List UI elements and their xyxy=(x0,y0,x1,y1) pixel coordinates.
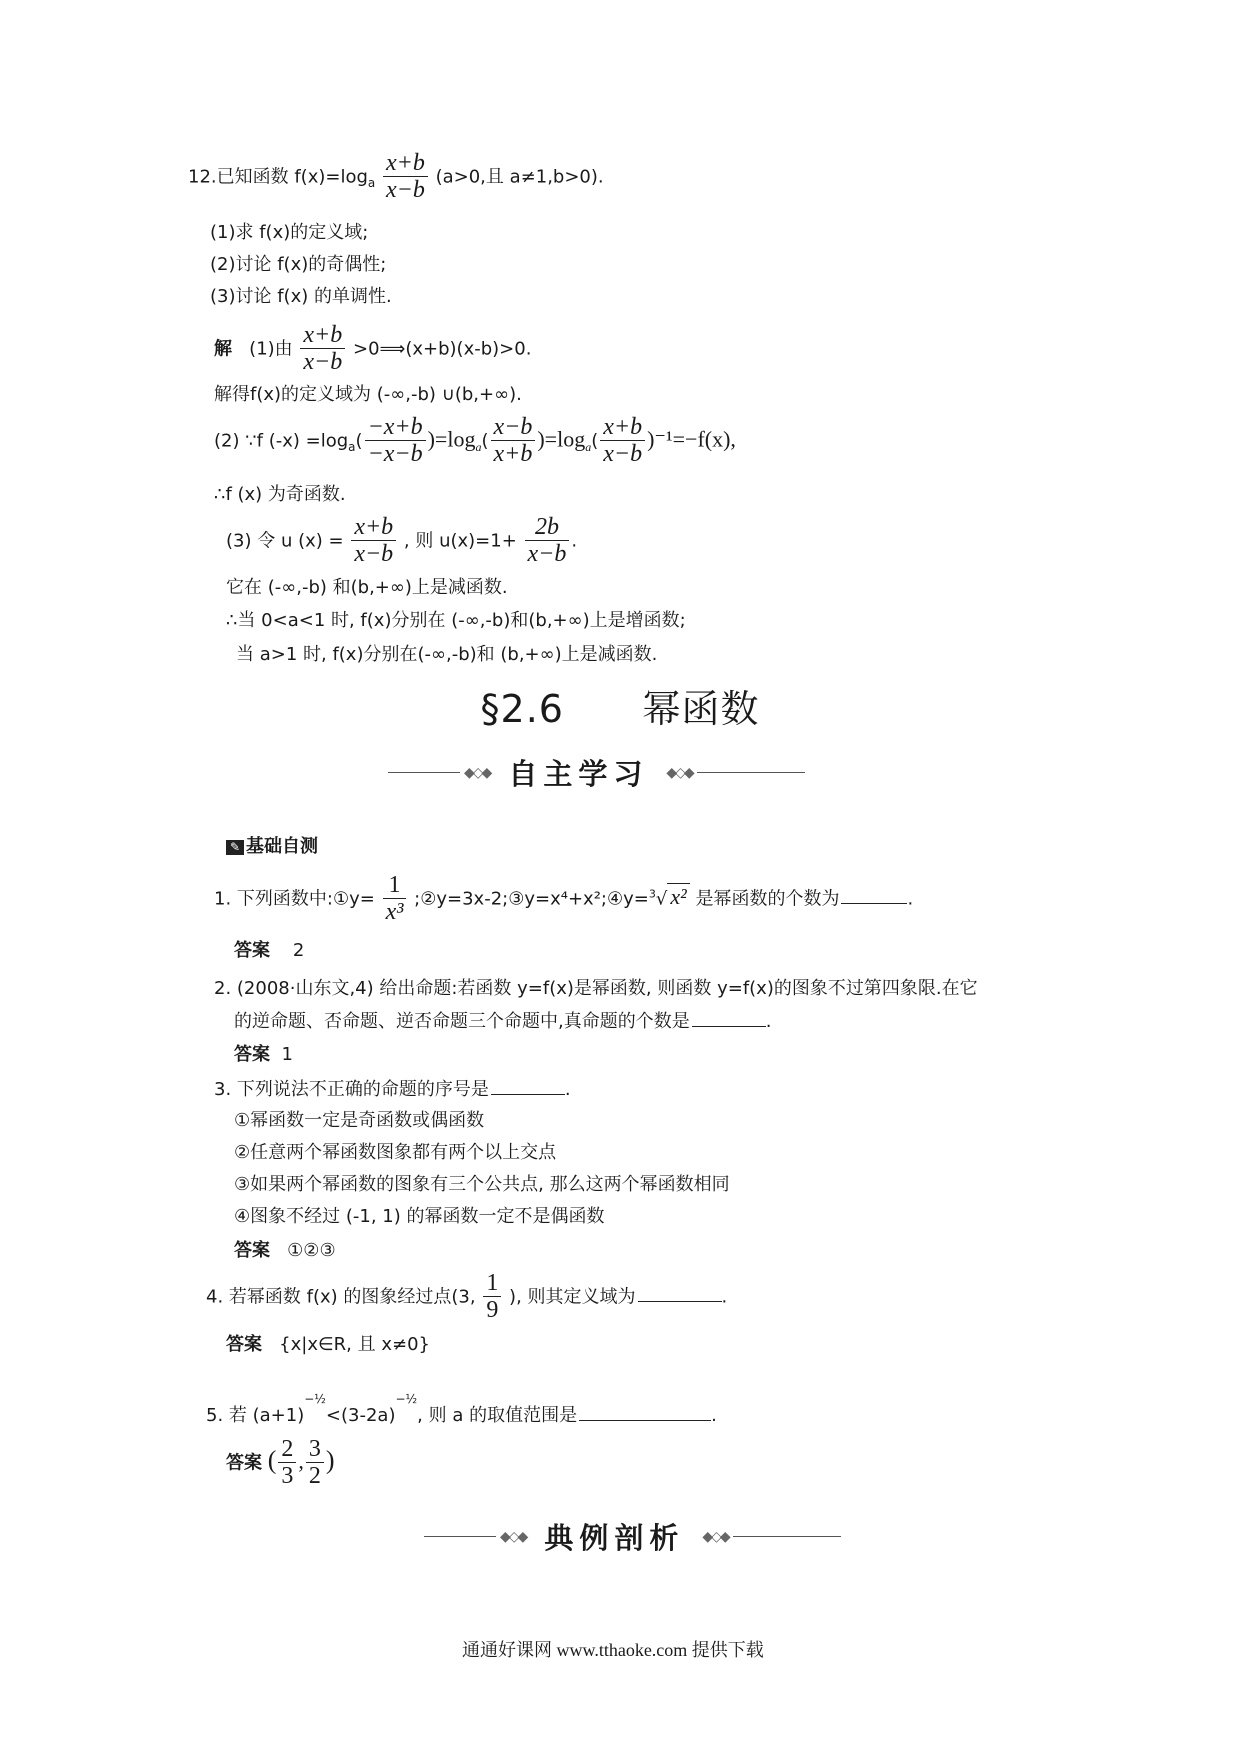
banner-rule-left xyxy=(424,1536,496,1538)
i5-exponent-1: −½ xyxy=(304,1392,326,1406)
i3-option-4: ④图象不经过 (-1, 1) 的幂函数一定不是偶函数 xyxy=(234,1206,605,1227)
i5-exponent-2: −½ xyxy=(395,1392,418,1406)
ornament-icon: ◆◇◆ xyxy=(464,764,491,781)
q12-solution-2: (2) ∵f $(-x) =\log_a$( $\frac{-x+b}{-x-b}$ )$=\log_a$( $\frac{x-b}{x+b}$ )$=\log_a$( $\frac{x+b}{x-b}$ )⁻¹=−f(x), xyxy=(214,414,736,468)
page-footer: 通通好课网 www.tthaoke.com 提供下载 xyxy=(462,1640,764,1660)
q12-condition: (a>0,且 a≠1,b>0). xyxy=(435,166,604,188)
solution-label: 解 xyxy=(214,338,232,360)
i4-text-2: ), 则其定义域为 xyxy=(509,1286,636,1308)
item-2-line1: 2. (2008·山东文,4) 给出命题:若函数 y=f(x)是幂函数, 则函数 y=f(x)的图象不过第四象限.在它 xyxy=(214,978,978,999)
item-1: 1. 下列函数中:①y= $\frac{1}{\text{x³}}$ ;②y=3x-2;③y=x⁴+x²;④y=$^3$√ x² 是幂函数的个数为 . xyxy=(214,872,914,926)
q12-frac-num: x+b xyxy=(386,150,425,176)
s2-mid: )=log xyxy=(427,426,476,452)
item-3 xyxy=(214,1078,571,1101)
s3-line2: 它在 (-∞,-b) 和(b,+∞)上是减函数. xyxy=(226,577,508,598)
answer-value: ①②③ xyxy=(287,1240,336,1261)
banner-rule-right xyxy=(733,1536,841,1538)
s3-fraction-1 xyxy=(351,514,396,569)
answer-blank xyxy=(579,1404,711,1421)
ornament-icon: ◆◇◆ xyxy=(500,1528,527,1545)
s2-fraction-2 xyxy=(491,414,536,469)
s2-f2-num: x−b xyxy=(493,414,533,440)
i2-answer xyxy=(234,1044,293,1066)
answer-blank xyxy=(638,1285,722,1302)
s2-f3-num: x+b xyxy=(603,414,643,440)
s2-mid2: )=log xyxy=(537,426,586,452)
pencil-icon: ✎ xyxy=(226,840,244,855)
i3-option-3: ③如果两个幂函数的图象有三个公共点, 那么这两个幂函数相同 xyxy=(234,1174,730,1195)
banner-rule-right xyxy=(697,772,805,774)
banner-examples xyxy=(424,1516,841,1557)
i1-end: . xyxy=(907,888,914,910)
answer-blank xyxy=(692,1010,766,1027)
i5-fraction-1 xyxy=(278,1436,296,1491)
answer-label: 答案 xyxy=(226,1334,262,1355)
s3-text-2: , 则 u(x)=1+ xyxy=(403,530,517,552)
s3-f1-den: x−b xyxy=(351,540,396,569)
i4-frac-den: 9 xyxy=(483,1296,501,1325)
section-title xyxy=(0,678,1240,733)
ornament-icon: ◆◇◆ xyxy=(666,764,693,781)
q12-solution-1 xyxy=(214,322,531,377)
s3-f2-den: x−b xyxy=(525,540,570,569)
q12-frac-den: x−b xyxy=(383,176,428,205)
s1-fraction xyxy=(300,322,345,377)
i5-end: . xyxy=(711,1405,717,1426)
answer-blank xyxy=(491,1078,565,1095)
i5-f1-num: 2 xyxy=(281,1436,294,1462)
banner-self-study xyxy=(388,752,805,793)
s3-f1-num: x+b xyxy=(354,514,394,540)
i5-f2-num: 3 xyxy=(308,1436,321,1462)
i5-f1-den: 3 xyxy=(278,1462,296,1491)
i1-text-2: ;②y=3x-2;③y=x⁴+x²;④y= xyxy=(414,888,649,910)
s2-conclusion: ∴f (x) 为奇函数. xyxy=(214,484,346,505)
i3-option-2: ②任意两个幂函数图象都有两个以上交点 xyxy=(234,1142,557,1163)
s3-line3: ∴当 0<a<1 时, f(x)分别在 (-∞,-b)和(b,+∞)上是增函数; xyxy=(226,610,686,631)
answer-value: 1 xyxy=(281,1044,293,1065)
s1-ineq: >0⟹(x+b)(x-b)>0. xyxy=(353,338,532,360)
i4-end: . xyxy=(721,1286,728,1308)
i5-fraction-2 xyxy=(306,1436,324,1491)
i1-fraction xyxy=(383,872,407,927)
s2-fraction-1 xyxy=(365,414,426,469)
i4-answer xyxy=(226,1334,430,1356)
answer-blank xyxy=(841,887,907,904)
s1-result: 解得f(x)的定义域为 (-∞,-b) ∪(b,+∞). xyxy=(214,384,522,405)
i5-paren-open: ( xyxy=(267,1445,277,1475)
banner-title: 典例剖析 xyxy=(544,1521,685,1555)
i5-paren-close: ) xyxy=(325,1445,335,1475)
s2-end: )⁻¹=−f(x), xyxy=(647,426,736,452)
i2-end: . xyxy=(765,1011,772,1032)
s2-f2-den: x+b xyxy=(491,440,536,469)
s2-log-base-3: a xyxy=(585,440,592,455)
s3-fraction-2 xyxy=(525,514,570,569)
q12-part1: (1)求 f(x)的定义域; xyxy=(210,222,369,243)
s2-f1-den: −x−b xyxy=(365,440,426,469)
s2-log-base: a xyxy=(348,440,356,455)
q12-stem xyxy=(188,150,604,205)
section-number: §2.6 xyxy=(480,687,564,731)
i1-frac-num: 1 xyxy=(388,872,401,898)
i1-text: 1. 下列函数中:①y= xyxy=(214,888,375,910)
item-5 xyxy=(206,1392,717,1427)
i3-end: . xyxy=(564,1079,571,1100)
banner-rule-left xyxy=(388,772,460,774)
sub-heading xyxy=(226,836,318,858)
q12-log-base: a xyxy=(367,176,376,191)
answer-label: 答案 xyxy=(234,1044,270,1065)
answer-value: 2 xyxy=(292,940,305,961)
s2-f1-num: −x+b xyxy=(367,414,423,440)
s3-text: (3) 令 u (x) = xyxy=(226,530,344,552)
i3-text: 3. 下列说法不正确的命题的序号是 xyxy=(214,1079,489,1100)
i1-text-3: 是幂函数的个数为 xyxy=(695,888,840,910)
answer-label: 答案 xyxy=(234,1240,270,1261)
item-2-line2 xyxy=(234,1010,771,1033)
s2-f3-den: x−b xyxy=(600,440,645,469)
answer-label: 答案 xyxy=(226,1452,262,1474)
i3-option-1: ①幂函数一定是奇函数或偶函数 xyxy=(234,1110,485,1131)
s2-log-base-2: a xyxy=(475,440,482,455)
q12-solution-3 xyxy=(226,514,577,569)
i5-text: 5. 若 (a+1) xyxy=(206,1405,305,1426)
s1-frac-num: x+b xyxy=(303,322,343,348)
i5-comma: , xyxy=(298,1448,304,1474)
s1-text: (1)由 xyxy=(249,338,293,360)
s3-period: . xyxy=(571,530,578,552)
item-4 xyxy=(206,1270,727,1325)
i1-root-index: 3 xyxy=(648,887,656,901)
q12-part2: (2)讨论 f(x)的奇偶性; xyxy=(210,254,387,275)
i1-radicand: x² xyxy=(667,883,689,910)
i2-text: 的逆命题、否命题、逆否命题三个命题中,真命题的个数是 xyxy=(234,1011,690,1032)
i1-answer xyxy=(234,940,304,962)
s3-line4: 当 a>1 时, f(x)分别在(-∞,-b)和 (b,+∞)上是减函数. xyxy=(236,644,658,665)
i5-answer xyxy=(226,1436,335,1491)
s2-text: (2) ∵f (-x) =log xyxy=(214,430,349,452)
ornament-icon: ◆◇◆ xyxy=(702,1528,729,1545)
i4-text: 4. 若幂函数 f(x) 的图象经过点(3, xyxy=(206,1286,476,1308)
i5-text-3: , 则 a 的取值范围是 xyxy=(417,1405,578,1426)
section-name: 幂函数 xyxy=(642,687,760,731)
answer-value: {x|x∈R, 且 x≠0} xyxy=(279,1334,430,1355)
i4-fraction xyxy=(483,1270,501,1325)
i1-frac-den: x³ xyxy=(383,898,407,927)
q12-part3: (3)讨论 f(x) 的单调性. xyxy=(210,286,392,307)
i5-text-2: <(3-2a) xyxy=(325,1405,396,1426)
s1-frac-den: x−b xyxy=(300,348,345,377)
s2-fraction-3 xyxy=(600,414,645,469)
answer-label: 答案 xyxy=(234,940,270,961)
i3-answer xyxy=(234,1240,336,1262)
i5-f2-den: 2 xyxy=(306,1462,324,1491)
sub-heading-text: 基础自测 xyxy=(246,836,318,857)
q12-fraction xyxy=(383,150,428,205)
banner-title: 自主学习 xyxy=(508,757,649,791)
i4-frac-num: 1 xyxy=(486,1270,499,1296)
q12-stem-text: 12.已知函数 f(x)=log xyxy=(188,166,368,188)
s3-f2-num: 2b xyxy=(534,514,559,540)
